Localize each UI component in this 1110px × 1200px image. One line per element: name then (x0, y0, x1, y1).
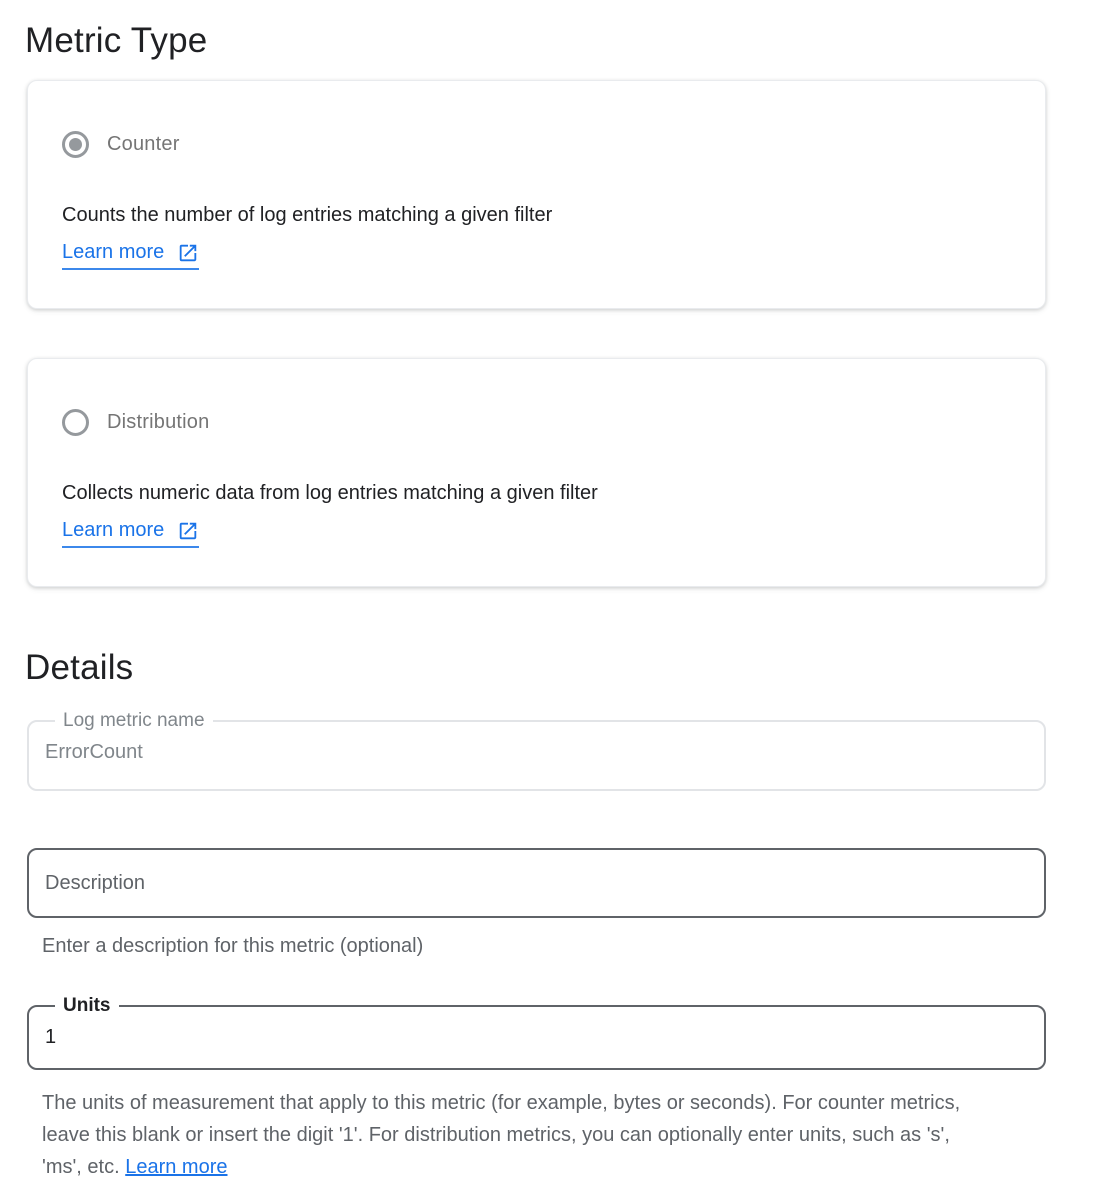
distribution-description: Collects numeric data from log entries matching a given filter (62, 482, 598, 504)
counter-radio-row[interactable] (62, 131, 1005, 158)
counter-radio-button[interactable] (62, 131, 89, 158)
open-in-new-icon (177, 520, 199, 542)
log-metric-name-input[interactable] (45, 732, 1028, 772)
units-learn-more-link[interactable]: Learn more (125, 1156, 228, 1178)
units-field (27, 995, 1046, 1070)
log-metric-name-label: Log metric name (63, 710, 205, 731)
metric-type-heading: Metric Type (25, 21, 208, 60)
description-field (27, 848, 1046, 918)
description-helper-text: Enter a description for this metric (optional) (42, 935, 424, 957)
units-helper-body: The units of measurement that apply to this metric (for example, bytes or seconds). For counter metrics, leave this blank or insert the digit '1'. For distribution metrics, you can optionally enter units, such as 's', 'ms', etc. (42, 1092, 961, 1178)
description-input[interactable] (45, 860, 1028, 906)
learn-more-text: Learn more (62, 519, 165, 541)
units-input[interactable] (45, 1017, 1028, 1057)
counter-option-card (27, 80, 1046, 309)
distribution-learn-more-link[interactable] (62, 519, 199, 548)
radio-selected-dot (69, 138, 82, 151)
learn-more-text: Learn more (62, 241, 165, 263)
counter-learn-more-link[interactable] (62, 241, 199, 270)
log-metric-name-field (27, 710, 1046, 791)
distribution-radio-label: Distribution (107, 411, 210, 433)
counter-description: Counts the number of log entries matching a given filter (62, 204, 553, 226)
details-heading: Details (25, 648, 134, 687)
units-label: Units (63, 995, 111, 1016)
distribution-radio-row[interactable] (62, 409, 1005, 436)
distribution-radio-button[interactable] (62, 409, 89, 436)
open-in-new-icon (177, 242, 199, 264)
units-helper-text (27, 1087, 979, 1183)
counter-radio-label: Counter (107, 133, 180, 155)
distribution-option-card (27, 358, 1046, 587)
